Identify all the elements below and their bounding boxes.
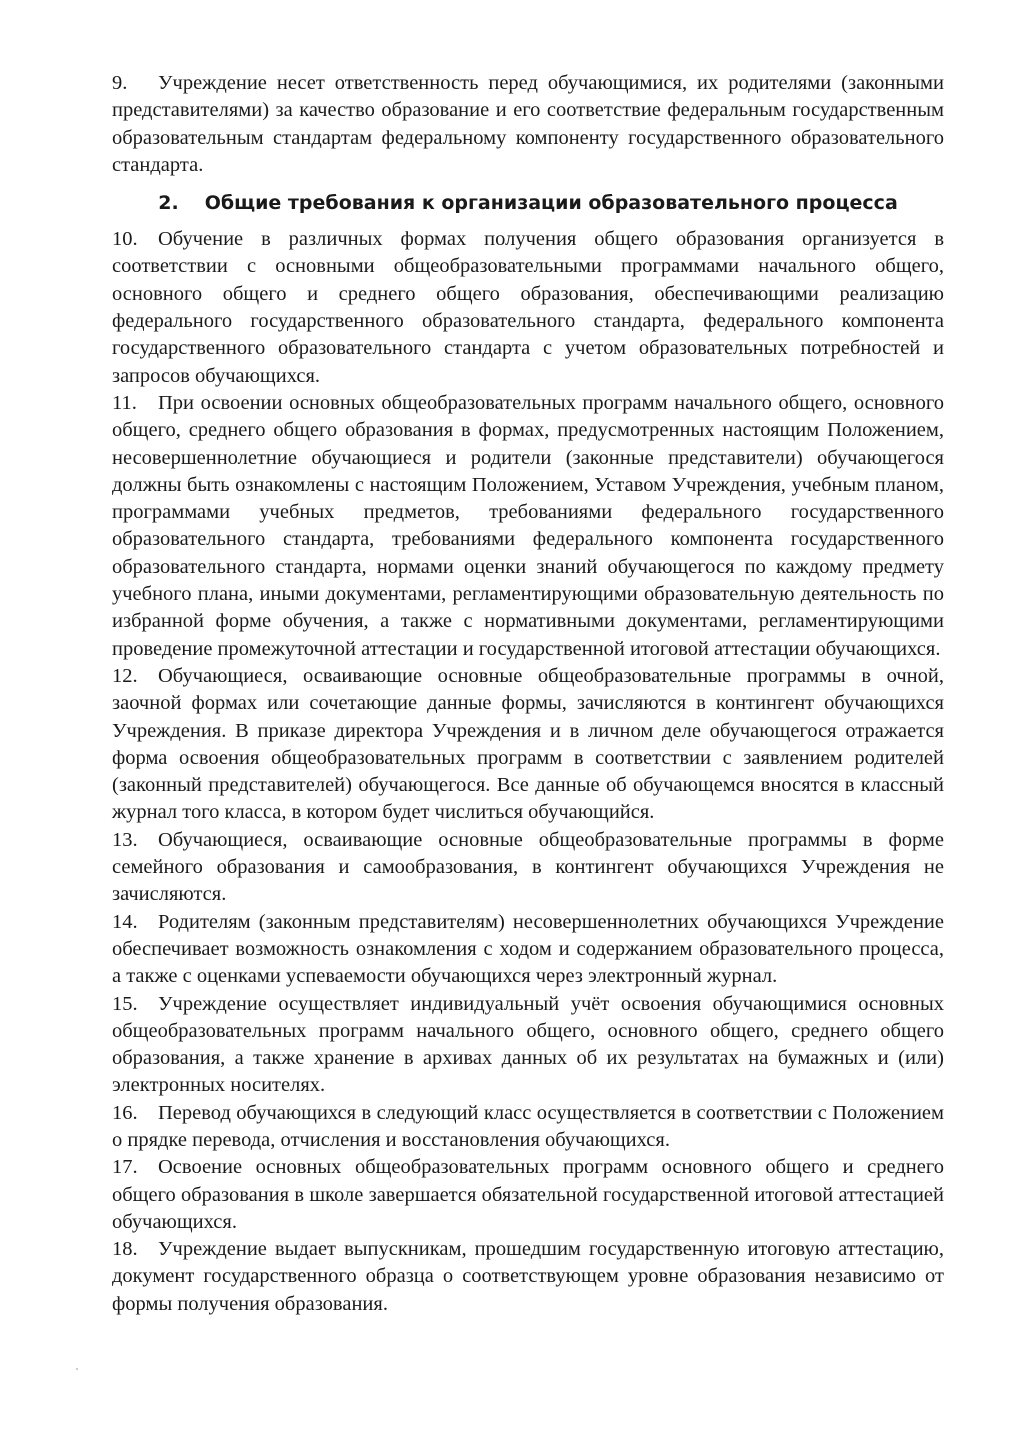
section-heading — [112, 190, 944, 217]
item-number: 12. — [112, 664, 138, 687]
item-number: 17. — [112, 1156, 138, 1179]
paragraph-item-9 — [112, 70, 944, 179]
item-text: Обучающиеся, осваивающие основные общеобразовательные программы в форме семейного образования и самообразования, в контингент обучающихся Учреждения не зачисляются. — [112, 828, 944, 906]
scan-speck — [76, 1368, 78, 1370]
section-title: Общие требования к организации образовательного процесса — [204, 192, 898, 215]
paragraph-item-15 — [112, 991, 944, 1100]
item-text: Учреждение выдает выпускникам, прошедшим государственную итоговую аттестацию, документ государственного образца о соответствующем уровне образования независимо от формы получения образования. — [112, 1238, 944, 1315]
paragraph-item-14 — [112, 909, 944, 991]
item-text: Учреждение осуществляет индивидуальный учёт освоения обучающимися основных общеобразовательных программ начального общего, основного общего, среднего общего образования, а также хранение в архивах данных об их результатах на бумажных и (или) электронных носителях. — [112, 992, 944, 1097]
paragraph-item-12 — [112, 663, 944, 827]
document-page — [112, 70, 944, 1318]
item-number: 10. — [112, 228, 138, 251]
item-text: Перевод обучающихся в следующий класс осуществляется в соответствии с Положением о прядке перевода, отчисления и восстановления обучающихся. — [112, 1101, 944, 1151]
item-text: Обучающиеся, осваивающие основные общеобразовательные программы в очной, заочной формах или сочетающие данные формы, зачисляются в контингент обучающихся Учреждения. В приказе директора Учреждения и в личном деле обучающегося отражается форма освоения общеобразовательных программ в соответствии с заявлением родителей (законный представителей) обучающегося. Все данные об обучающемся вносятся в классный журнал того класса, в котором будет числиться обучающийся. — [112, 664, 944, 824]
item-number: 9. — [112, 72, 128, 94]
paragraph-item-17 — [112, 1154, 944, 1236]
paragraph-item-18 — [112, 1236, 944, 1318]
item-number: 14. — [112, 910, 138, 933]
paragraph-item-13 — [112, 827, 944, 909]
item-text: Учреждение несет ответственность перед обучающимися, их родителями (законными представителями) за качество образование и его соответствие федеральным государственным образовательным стандартам федеральному компоненту государственного образовательного стандарта. — [112, 72, 944, 176]
section-number: 2. — [158, 192, 179, 215]
paragraph-item-11 — [112, 390, 944, 663]
item-text: При освоении основных общеобразовательных программ начального общего, основного общего, среднего общего образования в формах, предусмотренных настоящим Положением, несовершеннолетние обучающиеся и родители (законные представители) обучающегося должны быть ознакомлены с настоящим Положением, Уставом Учреждения, учебным планом, программами учебных предметов, требованиями федерального государственного образовательного стандарта, требованиями федерального компонента государственного образовательного стандарта, нормами оценки знаний обучающегося по каждому предмету учебного плана, иными документами, регламентирующими образовательную деятельность по избранной форме обучения, а также с нормативными документами, регламентирующими проведение промежуточной аттестации и государственной итоговой аттестации обучающихся. — [112, 391, 944, 660]
item-number: 18. — [112, 1238, 138, 1261]
item-text: Обучение в различных формах получения общего образования организуется в соответствии с основными общеобразовательными программами начального общего, основного общего и среднего общего образования, обеспечивающими реализацию федерального государственного образовательного стандарта, федерального компонента государственного образовательного стандарта с учетом образовательных потребностей и запросов обучающихся. — [112, 228, 944, 387]
item-number: 11. — [112, 391, 137, 414]
paragraph-item-16 — [112, 1100, 944, 1155]
item-number: 13. — [112, 828, 138, 851]
item-number: 15. — [112, 992, 138, 1015]
item-text: Родителям (законным представителям) несовершеннолетних обучающихся Учреждение обеспечивает возможность ознакомления с ходом и содержанием образовательного процесса, а также с оценками успеваемости обучающихся через электронный журнал. — [112, 910, 944, 988]
item-number: 16. — [112, 1101, 138, 1124]
paragraph-item-10 — [112, 226, 944, 390]
item-text: Освоение основных общеобразовательных программ основного общего и среднего общего образования в школе завершается обязательной государственной итоговой аттестацией обучающихся. — [112, 1156, 944, 1233]
